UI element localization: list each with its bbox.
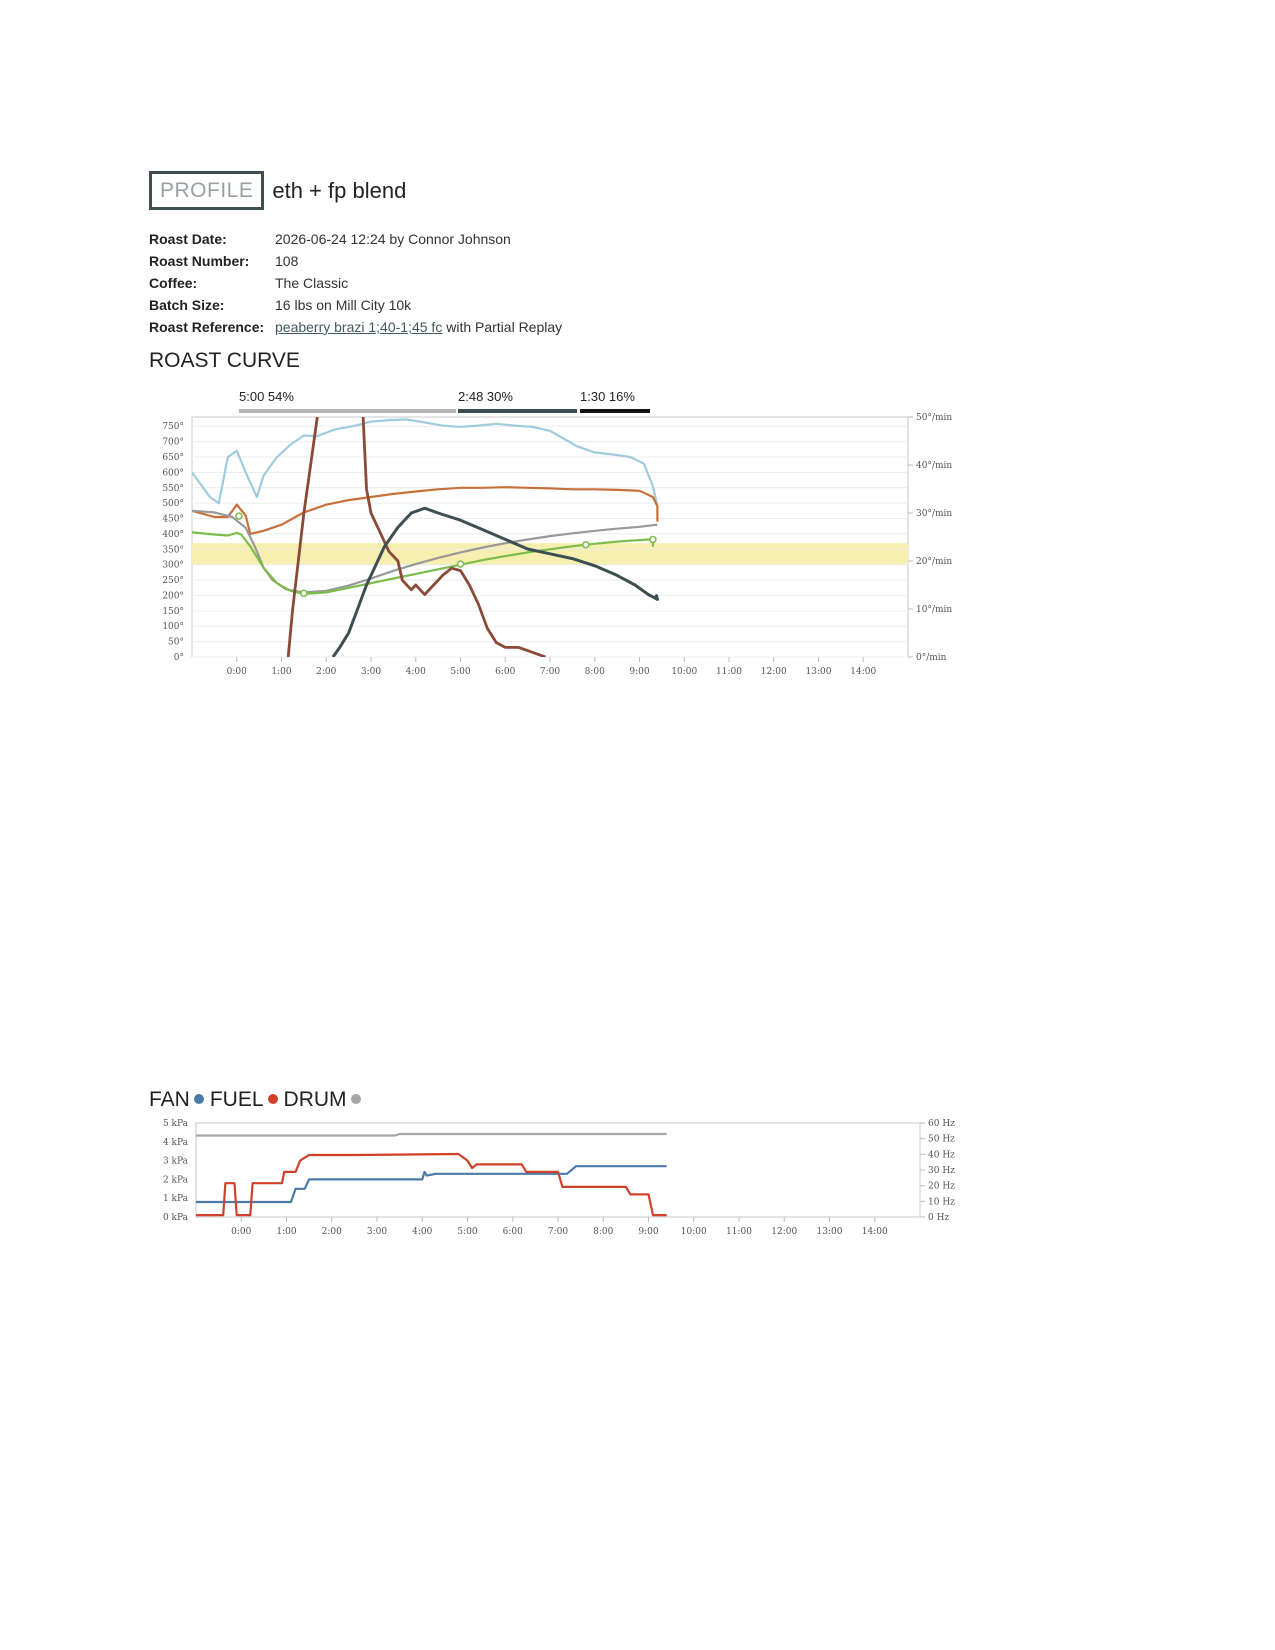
roast-x-tick: 10:00 [671, 667, 698, 677]
meta-label: Coffee: [149, 275, 198, 291]
roast-x-tick: 12:00 [760, 667, 787, 677]
roast-y-left-tick: 150° [162, 606, 184, 617]
controls-x-tick: 9:00 [638, 1227, 659, 1237]
roast-y-left-tick: 450° [162, 514, 184, 525]
meta-label: Batch Size: [149, 297, 225, 313]
phase-label-development: 1:30 16% [580, 389, 635, 404]
controls-x-tick: 14:00 [861, 1227, 888, 1237]
roast-reference-link[interactable]: peaberry brazi 1;40-1;45 fc [275, 319, 443, 335]
roast-x-tick: 8:00 [584, 667, 605, 677]
roast-event-marker [458, 561, 464, 567]
roast-y-left-tick: 650° [162, 453, 184, 463]
controls-y-right-tick: 50 Hz [928, 1134, 955, 1145]
controls-x-tick: 5:00 [457, 1227, 478, 1237]
controls-x-tick: 8:00 [593, 1227, 614, 1237]
controls-x-tick: 4:00 [412, 1227, 433, 1237]
roast-series-line-1 [192, 420, 657, 507]
meta-label: Roast Number: [149, 253, 250, 269]
controls-y-right-tick: 20 Hz [928, 1181, 955, 1192]
roast-y-left-tick: 0° [173, 653, 184, 663]
controls-x-tick: 6:00 [502, 1227, 523, 1237]
controls-x-tick: 13:00 [816, 1227, 843, 1237]
controls-x-tick: 11:00 [726, 1227, 752, 1237]
roast-x-tick: 9:00 [629, 667, 650, 677]
roast-y-right-tick: 50°/min [916, 413, 953, 423]
meta-value: 2026-06-24 12:24 by Connor Johnson [275, 231, 511, 247]
roast-x-tick: 5:00 [450, 667, 471, 677]
roast-y-left-tick: 50° [168, 637, 184, 648]
phase-label-drying: 5:00 54% [239, 389, 294, 404]
roast-x-tick: 7:00 [539, 667, 561, 677]
roast-x-tick: 6:00 [495, 667, 516, 677]
controls-x-tick: 10:00 [680, 1227, 707, 1237]
controls-y-right-tick: 60 Hz [928, 1119, 955, 1129]
controls-x-tick: 12:00 [771, 1227, 798, 1237]
controls-plot-frame [196, 1123, 920, 1217]
roast-x-tick: 3:00 [360, 667, 382, 677]
fan-legend-label: FAN [149, 1088, 190, 1111]
controls-series-drum [196, 1134, 667, 1136]
roast-series-line-5 [288, 321, 545, 657]
roast-curve-title: ROAST CURVE [149, 349, 300, 372]
roast-y-left-tick: 400° [162, 529, 184, 540]
roast-x-tick: 4:00 [405, 667, 426, 677]
meta-value: 16 lbs on Mill City 10k [275, 297, 412, 313]
controls-y-right-tick: 10 Hz [928, 1197, 955, 1208]
roast-x-tick: 13:00 [805, 667, 832, 677]
phase-label-maillard: 2:48 30% [458, 389, 513, 404]
controls-y-right-tick: 0 Hz [928, 1213, 950, 1223]
roast-y-left-tick: 350° [162, 545, 184, 556]
roast-y-left-tick: 550° [162, 483, 184, 494]
meta-value: 108 [275, 253, 299, 269]
fuel-legend-label: FUEL [209, 1088, 264, 1111]
roast-y-right-tick: 20°/min [916, 557, 953, 567]
controls-x-tick: 1:00 [276, 1227, 297, 1237]
meta-label: Roast Date: [149, 231, 227, 247]
controls-x-tick: 0:00 [231, 1227, 252, 1237]
controls-y-left-tick: 3 kPa [162, 1156, 188, 1167]
roast-event-marker [301, 590, 307, 596]
roast-y-left-tick: 500° [162, 499, 184, 510]
roast-y-left-tick: 600° [162, 468, 184, 479]
profile-title: eth + fp blend [272, 177, 407, 203]
controls-x-tick: 3:00 [366, 1227, 388, 1237]
controls-x-tick: 2:00 [321, 1227, 342, 1237]
roast-series-line-2 [192, 487, 657, 534]
profile-badge: PROFILE [149, 171, 264, 210]
roast-y-right-tick: 10°/min [916, 605, 953, 615]
roast-y-right-tick: 0°/min [916, 653, 947, 663]
controls-y-left-tick: 2 kPa [162, 1175, 188, 1186]
meta-value: The Classic [275, 275, 349, 291]
roast-x-tick: 1:00 [271, 667, 292, 677]
roast-event-marker [650, 536, 656, 542]
roast-y-left-tick: 100° [162, 622, 184, 633]
reference-suffix: with Partial Replay [442, 319, 563, 335]
roast-y-left-tick: 750° [162, 422, 184, 433]
roast-y-left-tick: 250° [162, 576, 184, 587]
roast-x-tick: 14:00 [850, 667, 877, 677]
roast-y-right-tick: 30°/min [916, 509, 953, 519]
drum-legend-label: DRUM [283, 1088, 347, 1111]
roast-x-tick: 2:00 [316, 667, 337, 677]
controls-y-left-tick: 4 kPa [162, 1137, 188, 1148]
meta-label: Roast Reference: [149, 319, 265, 335]
roast-x-tick: 11:00 [716, 667, 742, 677]
roast-y-left-tick: 300° [162, 560, 184, 571]
controls-x-tick: 7:00 [547, 1227, 569, 1237]
roast-x-tick: 0:00 [226, 667, 247, 677]
controls-series-fuel [196, 1154, 667, 1215]
roast-event-marker [236, 513, 242, 519]
controls-y-left-tick: 0 kPa [162, 1213, 188, 1223]
roast-event-marker [583, 542, 589, 548]
roast-y-right-tick: 40°/min [916, 461, 953, 471]
controls-y-right-tick: 30 Hz [928, 1166, 955, 1176]
controls-y-right-tick: 40 Hz [928, 1150, 955, 1161]
roast-y-left-tick: 200° [162, 591, 184, 602]
controls-y-left-tick: 1 kPa [162, 1194, 188, 1205]
controls-y-left-tick: 5 kPa [162, 1119, 188, 1129]
roast-y-left-tick: 700° [162, 437, 184, 448]
